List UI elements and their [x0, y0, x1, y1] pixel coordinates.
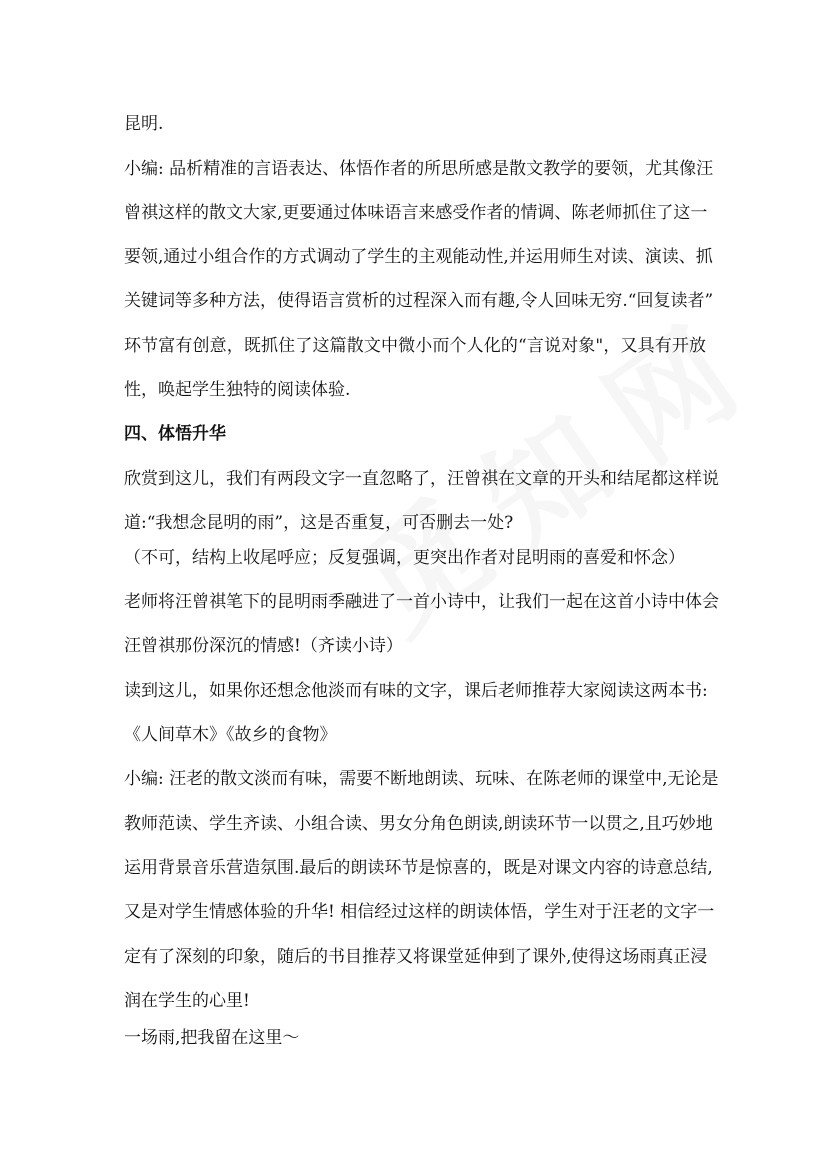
text-line: 环节富有创意，既抓住了这篇散文中微小而个人化的“言说对象"，又具有开放	[124, 336, 706, 356]
text-line: 要领,通过小组合作的方式调动了学生的主观能动性,并运用师生对读、演读、抓	[124, 247, 713, 267]
text-line: 小编: 汪老的散文淡而有味，需要不断地朗读、玩味、在陈老师的课堂中,无论是	[124, 769, 719, 789]
text-line: 汪曾祺那份深沉的情感!（齐读小诗）	[124, 636, 403, 656]
text-line: 性，唤起学生独特的阅读体验.	[124, 380, 351, 400]
text-line: 又是对学生情感体验的升华! 相信经过这样的朗读体悟，学生对于汪老的文字一	[124, 902, 715, 922]
text-line: 读到这儿，如果你还想念他淡而有味的文字，课后老师推荐大家阅读这两本书:	[124, 681, 708, 701]
text-line: 曾祺这样的散文大家,更要通过体味语言来感受作者的情调、陈老师抓住了这一	[124, 203, 708, 223]
text-line: 教师范读、学生齐读、小组合读、男女分角色朗读,朗读环节一以贯之,且巧妙地	[124, 814, 713, 834]
text-line: 关键词等多种方法，使得语言赏析的过程深入而有趣,令人回味无穷.“回复读者”	[124, 291, 714, 311]
text-line: （不可，结构上收尾呼应；反复强调，更突出作者对昆明雨的喜爱和怀念）	[124, 548, 685, 568]
text-line: 一场雨,把我留在这里～	[124, 1028, 300, 1048]
text-line: 老师将汪曾祺笔下的昆明雨季融进了一首小诗中，让我们一起在这首小诗中体会	[124, 592, 719, 612]
section-heading: 四、体悟升华	[124, 424, 226, 444]
text-line: 润在学生的心里!	[124, 991, 250, 1011]
text-line: 定有了深刻的印象，随后的书目推荐又将课堂延伸到了课外,使得这场雨真正浸	[124, 947, 708, 967]
text-line: 运用背景音乐营造氛围.最后的朗读环节是惊喜的，既是对课文内容的诗意总结,	[124, 858, 713, 878]
text-line: 欣赏到这儿，我们有两段文字一直忽略了，汪曾祺在文章的开头和结尾都这样说	[124, 469, 719, 489]
text-line: 小编: 品析精准的言语表达、体悟作者的所思所感是散文教学的要领，尤其像汪	[124, 159, 714, 179]
text-line: 《人间草木》《故乡的食物》	[124, 725, 337, 745]
text-line: 道:“我想念昆明的雨”，这是否重复，可否删去一处?	[124, 513, 514, 533]
text-line: 昆明.	[124, 114, 164, 134]
